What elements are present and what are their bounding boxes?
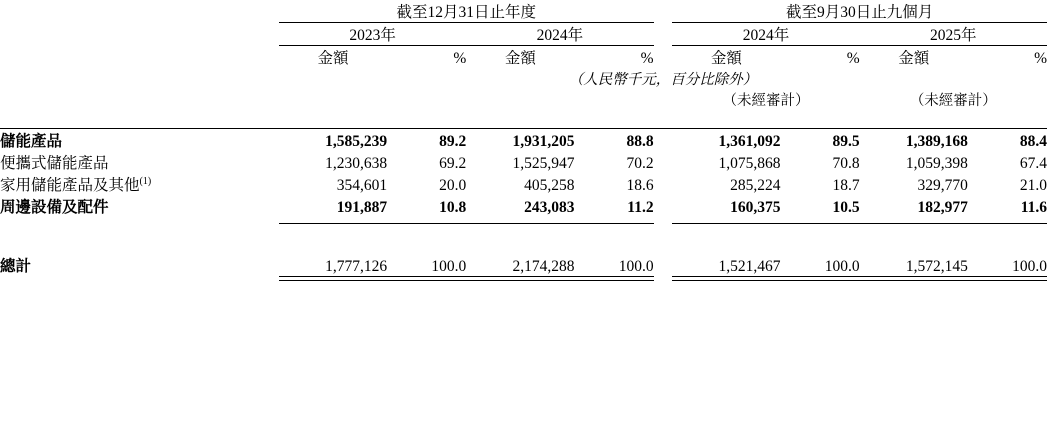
year-header-2024-annual: 2024年 (536, 27, 584, 44)
header-gap (654, 0, 673, 22)
row-0-gap (654, 129, 673, 151)
cell-3-5: 10.5 (832, 199, 860, 216)
row-label-accessories (0, 195, 279, 217)
total-cell-3: 100.0 (618, 258, 654, 275)
header-bottom-rule (0, 110, 1047, 129)
row-label-total: 總計 (0, 258, 32, 275)
sub-header-pct-2024n: % (846, 50, 860, 67)
total-rule-2025n (860, 276, 1047, 281)
unaudited-note-2025: （未經審計） (909, 93, 997, 109)
subtotal-rule-2024a (466, 217, 653, 224)
row-1-gap (654, 151, 673, 173)
cell-0-5: 89.5 (832, 133, 860, 150)
cell-3-3: 11.2 (627, 199, 654, 216)
subtotal-rule-spacer (0, 217, 279, 224)
cell-2-5: 18.7 (832, 177, 860, 194)
total-spacer-row (0, 224, 1047, 254)
table-row (0, 173, 1047, 195)
cell-2-1: 20.0 (439, 177, 467, 194)
subtotal-rule-2023 (279, 217, 466, 224)
total-cell-6: 1,572,145 (905, 258, 968, 275)
total-cell-0: 1,777,126 (325, 258, 388, 275)
cell-2-3: 18.6 (626, 177, 654, 194)
total-cell-2: 2,174,288 (512, 258, 575, 275)
row-label-text: 便攜式儲能產品 (0, 155, 109, 172)
row-2-gap (654, 173, 673, 195)
unaudited-note-2024: （未經審計） (722, 93, 810, 109)
cell-0-0: 1,585,239 (325, 133, 388, 150)
cell-1-7: 67.4 (1019, 155, 1047, 172)
cell-0-2: 1,931,205 (512, 133, 575, 150)
total-rule-spacer (0, 276, 279, 281)
subtotal-rule-2024n (672, 217, 859, 224)
total-row (0, 254, 1047, 276)
cell-3-7: 11.6 (1020, 199, 1047, 216)
cell-1-3: 70.2 (626, 155, 654, 172)
group-header-ninemonths: 截至9月30日止九個月 (786, 4, 934, 21)
sub-header-amount-2023: 金額 (317, 50, 349, 67)
total-rule-2024a (466, 276, 653, 281)
subtotal-rule-gap (654, 217, 673, 224)
sub-header-amount-2024a: 金額 (504, 50, 536, 67)
cell-1-1: 69.2 (439, 155, 467, 172)
year-gap (654, 23, 673, 45)
row-label-text: 家用儲能產品及其他 (0, 177, 140, 194)
group-header-annual: 截至12月31日止年度 (396, 4, 536, 21)
unit-note-spacer (0, 68, 279, 89)
cell-1-0: 1,230,638 (325, 155, 388, 172)
sub-header-pct-2024a: % (640, 50, 654, 67)
sub-header-pct-2023: % (453, 50, 467, 67)
unaudited-gap (654, 89, 673, 110)
sub-header-row (0, 46, 1047, 68)
row-label-text: 儲能產品 (0, 133, 63, 150)
sub-header-amount-2024n: 金額 (710, 50, 742, 67)
footnote-marker: (1) (139, 175, 152, 187)
sub-header-pct-2025n: % (1034, 50, 1047, 67)
unit-note: （人民幣千元，百分比除外） (568, 72, 758, 88)
cell-3-6: 182,977 (917, 199, 968, 216)
year-header-2024-nine: 2024年 (742, 27, 790, 44)
total-cell-1: 100.0 (431, 258, 467, 275)
total-cell-7: 100.0 (1012, 258, 1047, 275)
total-spacer (0, 224, 1047, 254)
row-label-storage-products (0, 129, 279, 151)
cell-0-3: 88.8 (626, 133, 654, 150)
total-rule-2023 (279, 276, 466, 281)
unaudited-note-row (0, 89, 1047, 110)
group-header-row (0, 0, 1047, 22)
year-header-2023: 2023年 (349, 27, 396, 44)
row-label-home-storage (0, 173, 279, 195)
cell-1-2: 1,525,947 (512, 155, 575, 172)
cell-3-0: 191,887 (336, 199, 388, 216)
cell-1-4: 1,075,868 (718, 155, 781, 172)
cell-2-0: 354,601 (336, 177, 388, 194)
total-cell-5: 100.0 (824, 258, 860, 275)
total-cell-4: 1,521,467 (718, 258, 781, 275)
sub-gap (654, 46, 673, 68)
cell-3-4: 160,375 (730, 199, 781, 216)
row-3-gap (654, 195, 673, 217)
cell-1-6: 1,059,398 (905, 155, 968, 172)
year-header-2025-nine: 2025年 (930, 27, 977, 44)
year-header-row (0, 23, 1047, 45)
header-bottom-rule-row (0, 110, 1047, 129)
cell-0-7: 88.4 (1019, 133, 1047, 150)
unaudited-spacer-2 (279, 89, 654, 110)
unaudited-spacer-1 (0, 89, 279, 110)
row-label-text: 周邊設備及配件 (0, 199, 109, 216)
cell-2-7: 21.0 (1019, 177, 1047, 194)
cell-0-4: 1,361,092 (718, 133, 781, 150)
year-empty-corner (0, 23, 279, 45)
cell-3-2: 243,083 (524, 199, 575, 216)
row-label-portable-storage (0, 151, 279, 173)
table-row (0, 151, 1047, 173)
cell-2-2: 405,258 (524, 177, 575, 194)
cell-0-6: 1,389,168 (905, 133, 968, 150)
sub-empty-corner (0, 46, 279, 68)
cell-2-4: 285,224 (730, 177, 781, 194)
subtotal-rule-2025n (860, 217, 1047, 224)
unit-note-row (0, 68, 1047, 89)
total-rule-gap (654, 276, 673, 281)
table-row (0, 129, 1047, 151)
sub-header-amount-2025n: 金額 (898, 50, 930, 67)
cell-0-1: 89.2 (439, 133, 467, 150)
cell-1-5: 70.8 (832, 155, 860, 172)
total-rule-2024n (672, 276, 859, 281)
empty-corner (0, 0, 279, 22)
total-gap (654, 254, 673, 276)
total-rule-row (0, 276, 1047, 281)
cell-2-6: 329,770 (917, 177, 968, 194)
subtotal-rule-row (0, 217, 1047, 224)
cell-3-1: 10.8 (439, 199, 467, 216)
table-row (0, 195, 1047, 217)
